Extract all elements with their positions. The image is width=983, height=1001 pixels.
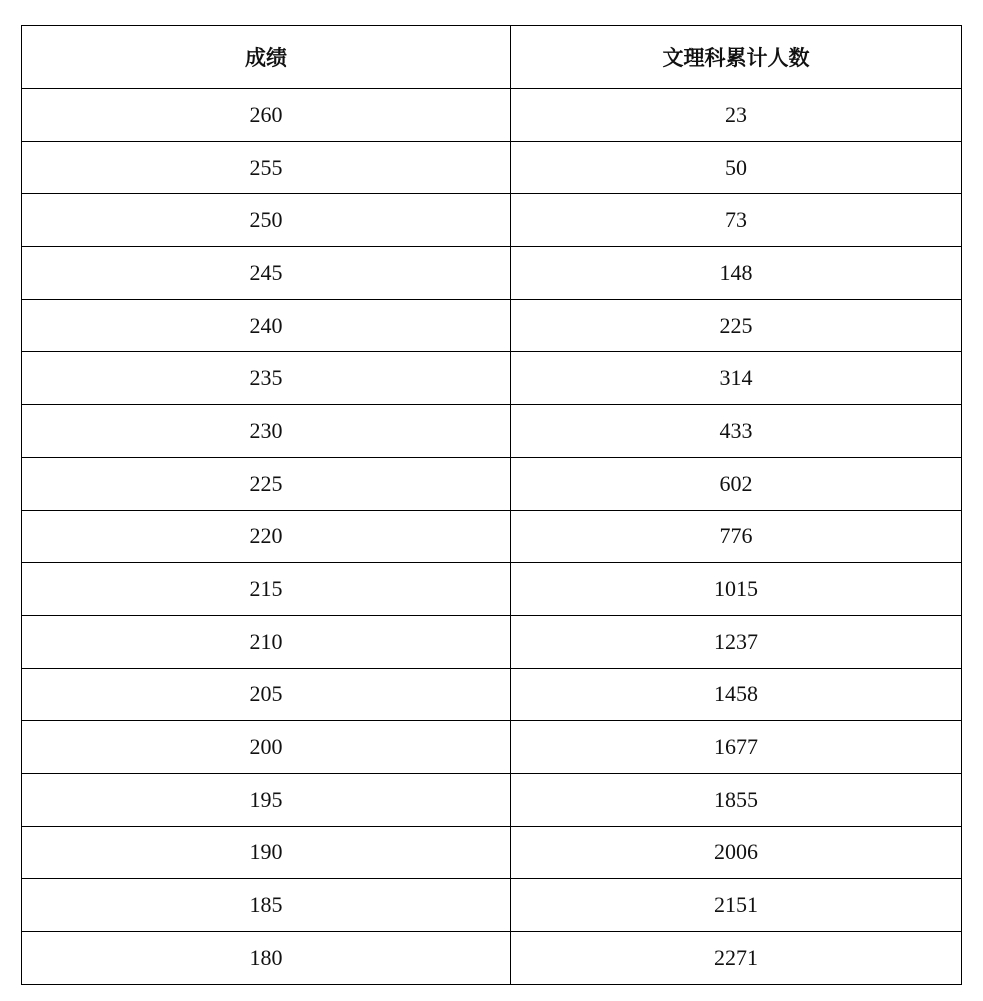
score-cell: 255 xyxy=(22,141,511,194)
count-cell: 148 xyxy=(511,247,962,300)
score-cell: 185 xyxy=(22,879,511,932)
score-cell: 230 xyxy=(22,405,511,458)
count-cell: 1458 xyxy=(511,668,962,721)
score-cumulative-table xyxy=(21,25,962,985)
count-cell: 602 xyxy=(511,457,962,510)
count-cell: 2271 xyxy=(511,932,962,985)
score-cell: 225 xyxy=(22,457,511,510)
score-cell: 220 xyxy=(22,510,511,563)
table-row xyxy=(22,299,962,352)
count-cell: 225 xyxy=(511,299,962,352)
score-cell: 240 xyxy=(22,299,511,352)
score-cell: 195 xyxy=(22,773,511,826)
score-cell: 205 xyxy=(22,668,511,721)
table-row xyxy=(22,932,962,985)
count-cell: 50 xyxy=(511,141,962,194)
score-cell: 215 xyxy=(22,563,511,616)
table-header-row xyxy=(22,26,962,89)
count-cell: 73 xyxy=(511,194,962,247)
table-row xyxy=(22,879,962,932)
count-cell: 23 xyxy=(511,89,962,142)
table-row xyxy=(22,405,962,458)
table-row xyxy=(22,668,962,721)
score-cell: 235 xyxy=(22,352,511,405)
count-cell: 1015 xyxy=(511,563,962,616)
table-row xyxy=(22,826,962,879)
table-row xyxy=(22,563,962,616)
count-cell: 1677 xyxy=(511,721,962,774)
score-cell: 245 xyxy=(22,247,511,300)
count-cell: 2151 xyxy=(511,879,962,932)
count-cell: 1855 xyxy=(511,773,962,826)
score-cell: 260 xyxy=(22,89,511,142)
count-cell: 2006 xyxy=(511,826,962,879)
table-row xyxy=(22,457,962,510)
count-cell: 1237 xyxy=(511,615,962,668)
table-row xyxy=(22,141,962,194)
header-cumulative-count: 文理科累计人数 xyxy=(511,26,962,89)
score-cell: 250 xyxy=(22,194,511,247)
table-row xyxy=(22,352,962,405)
score-cell: 210 xyxy=(22,615,511,668)
table-row xyxy=(22,89,962,142)
count-cell: 433 xyxy=(511,405,962,458)
table-row xyxy=(22,721,962,774)
table-row xyxy=(22,510,962,563)
table-row xyxy=(22,247,962,300)
table-row xyxy=(22,615,962,668)
table-row xyxy=(22,194,962,247)
score-cell: 190 xyxy=(22,826,511,879)
header-score: 成绩 xyxy=(22,26,511,89)
count-cell: 776 xyxy=(511,510,962,563)
score-cell: 180 xyxy=(22,932,511,985)
table-row xyxy=(22,773,962,826)
score-cell: 200 xyxy=(22,721,511,774)
count-cell: 314 xyxy=(511,352,962,405)
